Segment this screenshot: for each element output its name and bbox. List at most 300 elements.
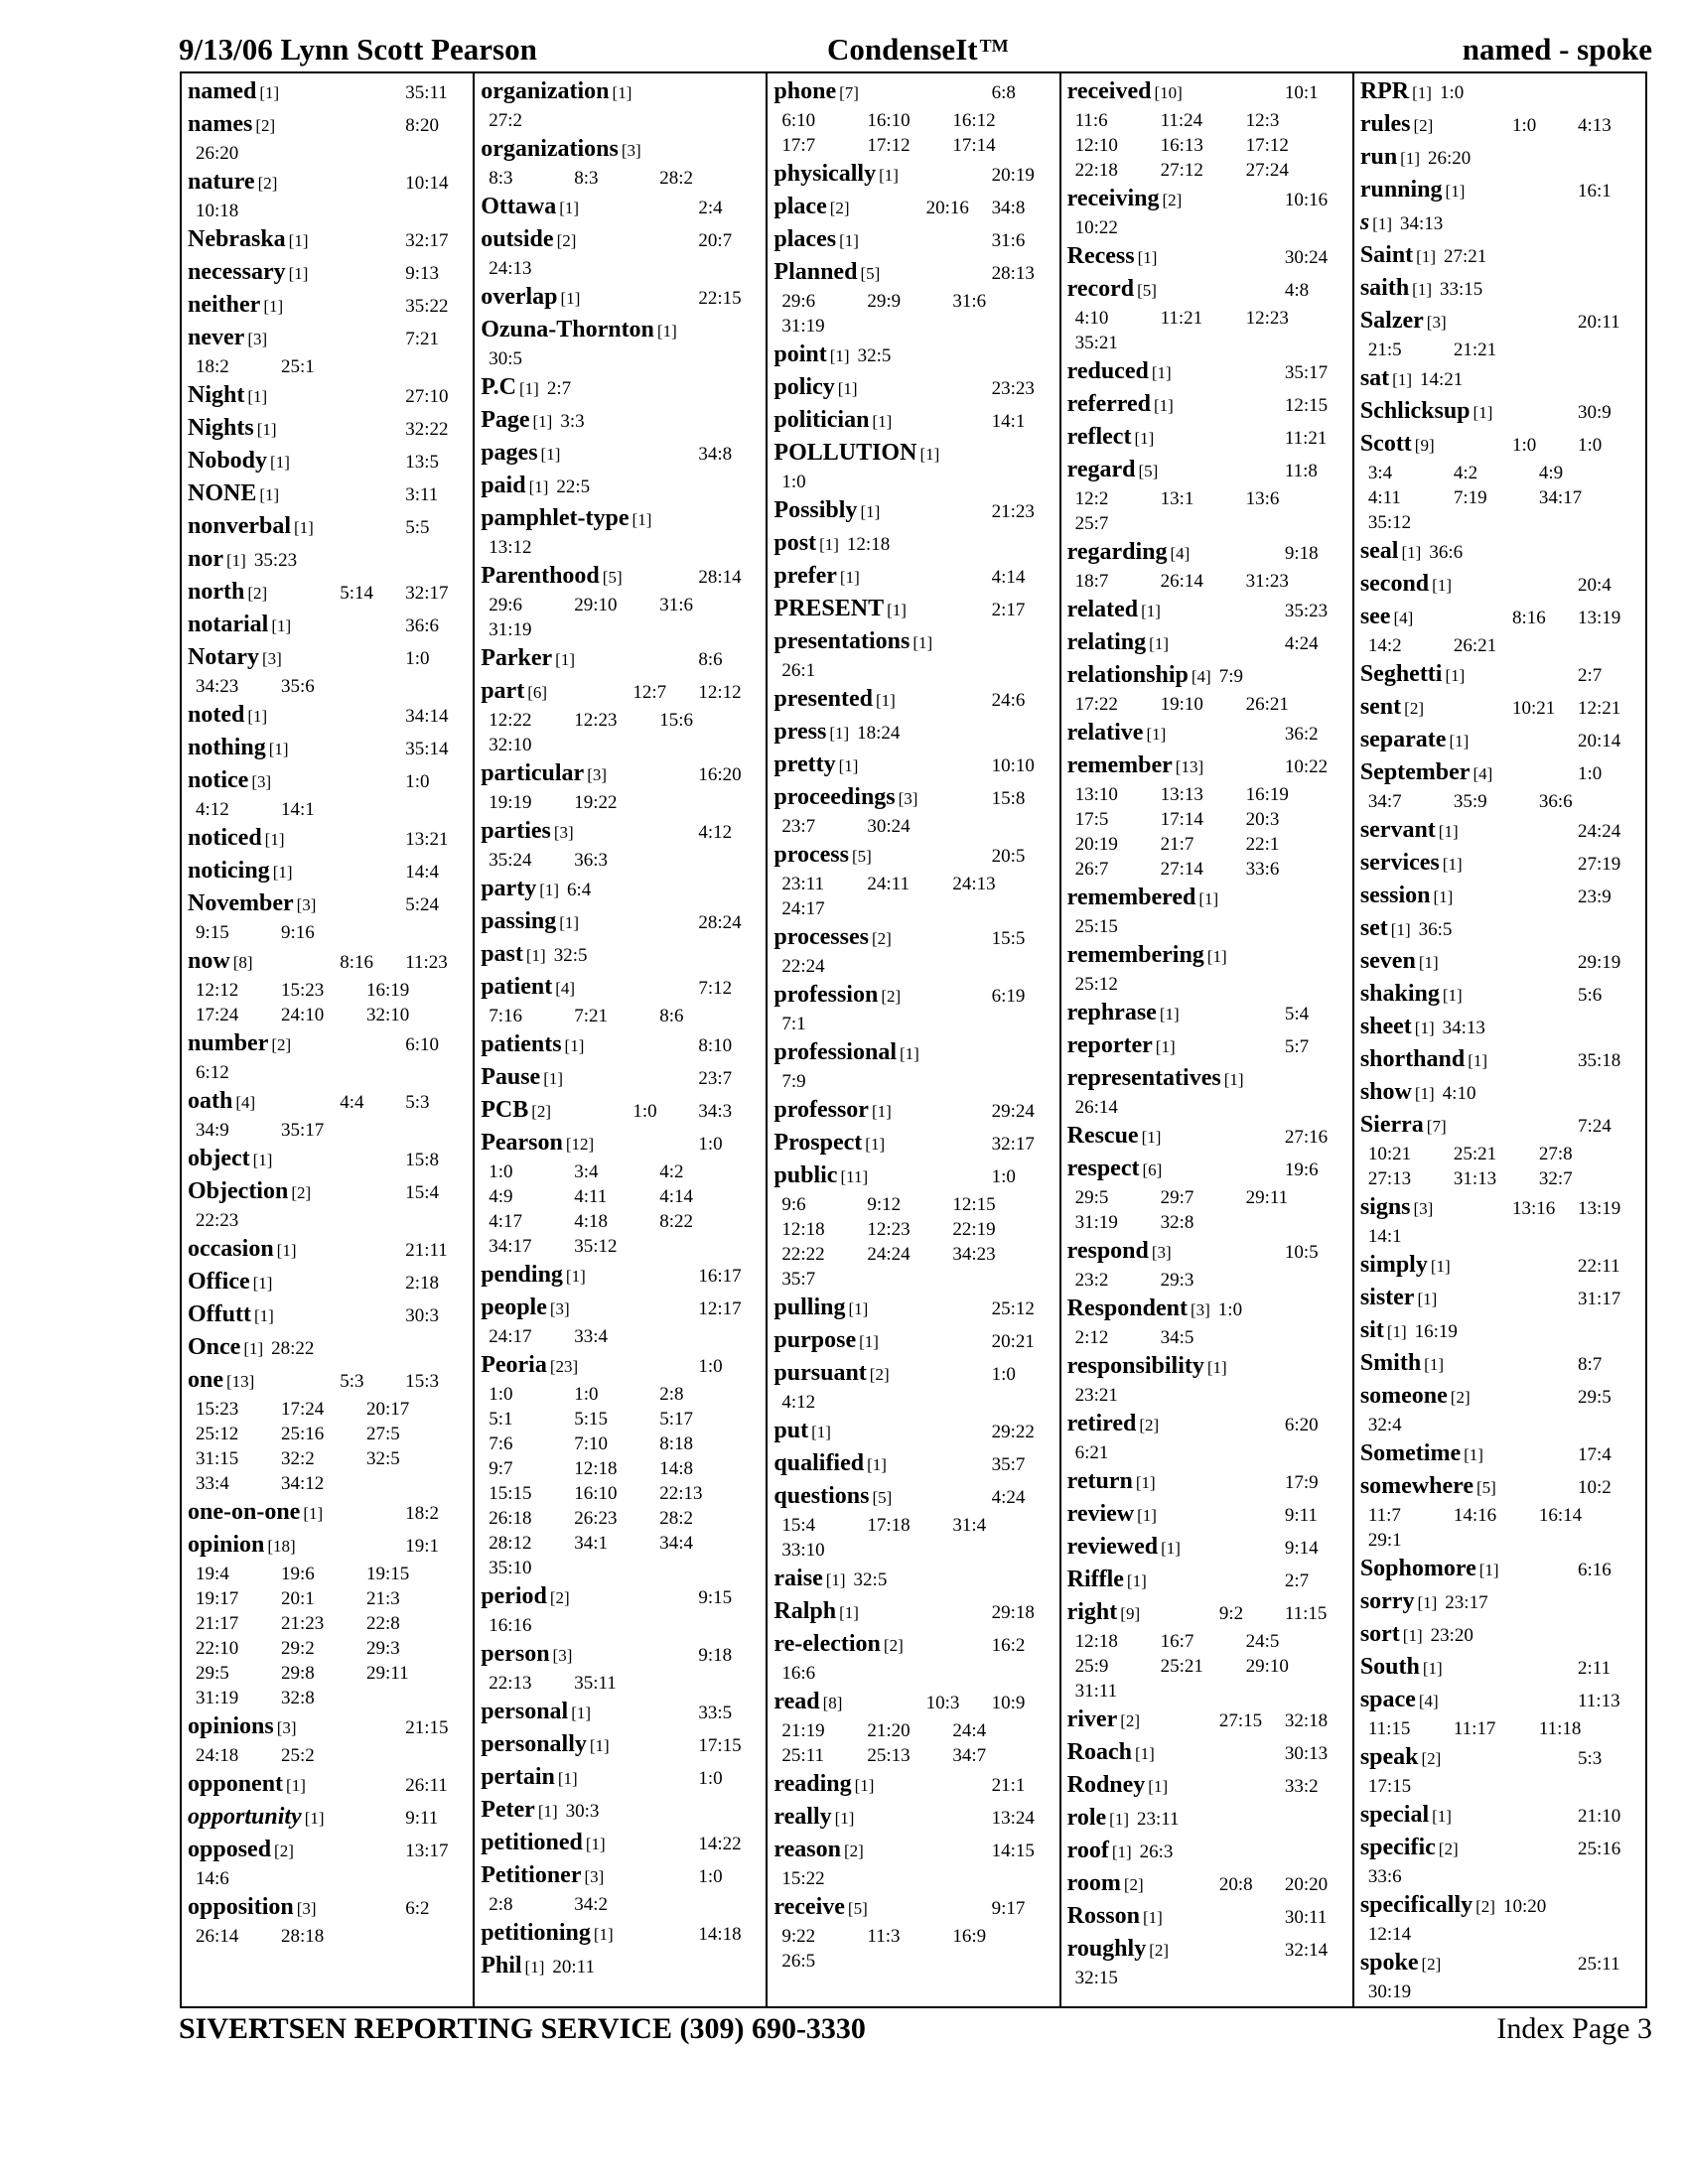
occurrence-count: [5] bbox=[872, 1488, 893, 1507]
index-term-word: prefer bbox=[773, 563, 837, 589]
index-entry bbox=[773, 495, 1052, 527]
index-column-1 bbox=[182, 73, 475, 2006]
page-line-ref: 29:19 bbox=[1578, 952, 1621, 973]
page-line-refs bbox=[539, 376, 761, 402]
page-line-ref: 24:24 bbox=[867, 1244, 911, 1265]
index-entry-first-line bbox=[1360, 1348, 1639, 1380]
index-entry bbox=[773, 1325, 1052, 1357]
occurrence-count: [1] bbox=[1442, 855, 1463, 874]
index-entry bbox=[1360, 979, 1639, 1011]
page-line-ref-row bbox=[188, 797, 467, 822]
page-line-refs bbox=[892, 409, 1052, 435]
page-line-ref: 20:11 bbox=[1578, 312, 1620, 333]
occurrence-count: [1] bbox=[1417, 1290, 1438, 1308]
index-term bbox=[1360, 1077, 1435, 1109]
page-line-refs bbox=[839, 532, 1053, 558]
index-term bbox=[773, 626, 932, 658]
index-term-word: speak bbox=[1359, 1744, 1419, 1770]
page-line-refs bbox=[1407, 1319, 1639, 1345]
index-term-word: Sometime bbox=[1359, 1440, 1462, 1466]
index-term-word: NONE bbox=[188, 480, 257, 506]
index-entry bbox=[188, 290, 467, 322]
page-line-ref: 27:15 bbox=[1218, 1710, 1263, 1731]
page-line-ref: 8:6 bbox=[698, 649, 723, 670]
occurrence-count: [1] bbox=[872, 412, 893, 431]
page-line-ref: 17:15 bbox=[1367, 1776, 1412, 1797]
page-line-refs bbox=[1444, 1352, 1639, 1378]
page-line-ref-row bbox=[1360, 510, 1639, 535]
index-entry-first-line bbox=[1067, 1030, 1346, 1062]
page-line-ref: 15:15 bbox=[489, 1483, 532, 1504]
index-term bbox=[188, 446, 290, 478]
index-entry bbox=[1360, 1619, 1639, 1651]
page-line-ref: 6:12 bbox=[196, 1062, 229, 1083]
index-term bbox=[773, 1481, 892, 1513]
occurrence-count: [2] bbox=[257, 174, 278, 193]
page-line-refs bbox=[1441, 1746, 1639, 1772]
page-line-refs bbox=[604, 1864, 760, 1890]
page-line-ref: 12:22 bbox=[489, 710, 532, 731]
page-line-refs bbox=[892, 1099, 1053, 1125]
page-line-ref-row bbox=[773, 1949, 1052, 1974]
occurrence-count: [1] bbox=[1146, 725, 1167, 744]
page-line-ref: 21:19 bbox=[781, 1720, 825, 1741]
index-term bbox=[773, 1448, 887, 1480]
page-line-ref: 6:4 bbox=[567, 880, 592, 900]
index-term-word: one bbox=[188, 1367, 223, 1393]
page-line-ref: 21:20 bbox=[867, 1720, 911, 1741]
page-line-ref: 10:18 bbox=[196, 201, 239, 221]
index-entry-first-line bbox=[188, 413, 467, 445]
page-line-refs bbox=[1459, 819, 1639, 845]
index-term-word: session bbox=[1359, 883, 1431, 908]
page-line-ref: 17:9 bbox=[1284, 1472, 1319, 1493]
index-entry-first-line bbox=[1067, 537, 1346, 569]
index-term-word: roof bbox=[1066, 1838, 1109, 1863]
page-line-ref-row bbox=[481, 108, 760, 133]
index-entry bbox=[1067, 184, 1346, 240]
index-term-word: receiving bbox=[1066, 186, 1160, 211]
page-line-refs bbox=[879, 1329, 1053, 1355]
index-term bbox=[1360, 569, 1452, 601]
page-line-refs bbox=[1157, 278, 1346, 304]
page-line-ref: 13:24 bbox=[991, 1808, 1035, 1829]
occurrence-count: [1] bbox=[272, 863, 293, 882]
page-line-ref: 29:9 bbox=[867, 291, 902, 312]
index-entry bbox=[481, 561, 760, 642]
index-term bbox=[188, 1086, 255, 1118]
index-term-word: really bbox=[773, 1804, 832, 1830]
page-line-ref-row bbox=[773, 1217, 1052, 1242]
page-line-ref: 31:19 bbox=[781, 316, 825, 337]
index-entry-first-line bbox=[1067, 1409, 1346, 1440]
index-entry bbox=[1067, 595, 1346, 626]
page-line-ref: 17:24 bbox=[196, 1005, 239, 1025]
page-line-refs bbox=[1492, 400, 1639, 426]
index-entry bbox=[773, 405, 1052, 437]
page-line-ref-row bbox=[773, 1069, 1052, 1094]
index-term bbox=[773, 1160, 868, 1192]
occurrence-count: [2] bbox=[291, 1183, 312, 1202]
index-term bbox=[1067, 1737, 1155, 1769]
page-line-ref: 21:17 bbox=[196, 1613, 239, 1634]
page-line-refs bbox=[591, 1701, 760, 1726]
index-term-word: phone bbox=[773, 78, 837, 104]
index-term bbox=[773, 1596, 859, 1628]
page-line-ref: 9:22 bbox=[781, 1926, 816, 1947]
page-line-refs bbox=[1182, 188, 1346, 213]
index-entry bbox=[1067, 1236, 1346, 1293]
index-term bbox=[1067, 184, 1183, 215]
index-term-word: regard bbox=[1066, 457, 1136, 482]
page-line-ref-row bbox=[188, 1743, 467, 1768]
index-entry-first-line bbox=[773, 224, 1052, 256]
index-term-word: space bbox=[1359, 1687, 1416, 1712]
index-entry-first-line bbox=[188, 1028, 467, 1060]
occurrence-count: [1] bbox=[1478, 1561, 1499, 1579]
index-entry-first-line bbox=[481, 438, 760, 470]
page-line-ref-row bbox=[1067, 1629, 1346, 1654]
page-line-refs bbox=[290, 450, 467, 476]
page-line-ref: 12:23 bbox=[574, 710, 618, 731]
index-term bbox=[481, 1639, 572, 1671]
occurrence-count: [1] bbox=[1401, 543, 1422, 562]
page-line-refs bbox=[1161, 599, 1346, 624]
page-line-ref-row bbox=[773, 1538, 1052, 1563]
occurrence-count: [3] bbox=[553, 823, 574, 842]
index-term-word: purpose bbox=[773, 1327, 857, 1353]
index-entry-first-line bbox=[1360, 1315, 1639, 1347]
page-line-ref: 10:1 bbox=[1284, 82, 1319, 103]
index-term-word: Pearson bbox=[481, 1130, 563, 1156]
index-entry-first-line bbox=[1360, 363, 1639, 395]
index-entry bbox=[773, 224, 1052, 256]
index-term-word: noticing bbox=[188, 858, 270, 884]
index-entry bbox=[481, 972, 760, 1028]
index-term-word: put bbox=[773, 1418, 809, 1443]
index-term bbox=[188, 1530, 296, 1562]
index-entry-first-line bbox=[1360, 76, 1639, 108]
index-entry-first-line bbox=[773, 1416, 1052, 1447]
index-entry-first-line bbox=[481, 134, 760, 166]
index-entry-first-line bbox=[481, 192, 760, 223]
page-line-ref: 25:15 bbox=[1074, 916, 1118, 937]
page-line-ref: 28:13 bbox=[991, 263, 1035, 284]
page-line-ref: 8:22 bbox=[659, 1211, 693, 1232]
index-term bbox=[1067, 422, 1155, 454]
index-entry-first-line bbox=[1067, 356, 1346, 388]
index-entry bbox=[188, 76, 467, 108]
page-line-ref: 25:16 bbox=[1578, 1839, 1621, 1859]
index-term bbox=[1360, 1381, 1471, 1413]
index-column-5 bbox=[1354, 73, 1645, 2006]
index-term bbox=[188, 1144, 272, 1175]
index-entry bbox=[1360, 946, 1639, 978]
page-line-ref: 24:24 bbox=[1578, 821, 1621, 842]
occurrence-count: [1] bbox=[612, 83, 632, 102]
index-entry-first-line bbox=[1360, 1381, 1639, 1413]
index-term bbox=[188, 856, 293, 887]
page-line-refs bbox=[1463, 852, 1639, 878]
index-term-word: sorry bbox=[1359, 1588, 1415, 1614]
page-line-ref: 7:16 bbox=[489, 1006, 522, 1026]
page-line-refs bbox=[1451, 1254, 1639, 1280]
index-entry-first-line bbox=[188, 1365, 467, 1397]
page-line-ref-row bbox=[1067, 1185, 1346, 1210]
occurrence-count: [2] bbox=[255, 116, 276, 135]
page-line-ref: 26:14 bbox=[1074, 1097, 1118, 1118]
index-entry-first-line bbox=[773, 1160, 1052, 1192]
occurrence-count: [3] bbox=[1413, 1199, 1434, 1218]
page-line-ref-row bbox=[1067, 1325, 1346, 1350]
page-line-ref: 10:16 bbox=[1284, 190, 1329, 210]
page-line-ref: 1:0 bbox=[698, 1768, 723, 1789]
index-term-word: room bbox=[1066, 1870, 1121, 1896]
index-term bbox=[773, 495, 880, 527]
index-term bbox=[1067, 1351, 1227, 1383]
page-line-ref: 32:7 bbox=[1538, 1168, 1573, 1189]
page-line-ref: 24:17 bbox=[489, 1326, 532, 1347]
page-line-ref-row bbox=[773, 289, 1052, 314]
index-entry bbox=[188, 700, 467, 732]
page-line-refs bbox=[1437, 1590, 1639, 1616]
index-entry bbox=[1360, 1077, 1639, 1109]
page-line-ref-row bbox=[1067, 1440, 1346, 1465]
page-line-ref: 12:15 bbox=[952, 1194, 996, 1215]
occurrence-count: [1] bbox=[825, 1570, 846, 1589]
page-line-ref-row bbox=[1067, 1268, 1346, 1293]
page-line-refs bbox=[586, 1264, 761, 1290]
page-line-ref: 7:21 bbox=[405, 329, 439, 349]
occurrence-count: [3] bbox=[552, 1646, 573, 1665]
index-entry-first-line bbox=[481, 1062, 760, 1094]
page-line-ref: 29:18 bbox=[991, 1602, 1035, 1623]
page-line-refs bbox=[570, 1297, 761, 1322]
page-line-ref: 10:2 bbox=[1578, 1477, 1612, 1498]
page-line-refs bbox=[283, 294, 467, 320]
page-line-ref: 5:3 bbox=[340, 1371, 364, 1392]
index-term bbox=[481, 758, 607, 790]
page-line-ref-row bbox=[1360, 1922, 1639, 1947]
occurrence-count: [1] bbox=[532, 412, 553, 431]
index-term bbox=[1067, 1121, 1162, 1153]
index-entry-first-line bbox=[481, 315, 760, 346]
index-entry-first-line bbox=[1360, 1586, 1639, 1618]
page-line-refs bbox=[1487, 1048, 1639, 1074]
occurrence-count: [1] bbox=[303, 1504, 324, 1523]
index-entry-first-line bbox=[481, 676, 760, 708]
index-term-word: reading bbox=[773, 1771, 852, 1797]
index-term-word: notice bbox=[188, 767, 249, 793]
page-line-ref: 8:16 bbox=[1512, 608, 1546, 628]
page-line-ref: 16:19 bbox=[1245, 784, 1289, 805]
occurrence-count: [1] bbox=[1464, 1445, 1483, 1464]
page-line-ref: 24:18 bbox=[196, 1745, 239, 1766]
page-line-ref: 35:24 bbox=[489, 850, 532, 871]
index-entry bbox=[481, 405, 760, 437]
occurrence-count: [1] bbox=[1141, 1128, 1162, 1147]
page-line-ref: 35:18 bbox=[1578, 1050, 1621, 1071]
page-line-ref: 5:14 bbox=[340, 583, 373, 604]
page-line-ref: 17:5 bbox=[1074, 809, 1109, 830]
index-entry bbox=[1067, 883, 1346, 939]
index-entry-first-line bbox=[1360, 142, 1639, 174]
index-term bbox=[773, 750, 858, 781]
index-entry-first-line bbox=[1360, 1044, 1639, 1076]
index-entry-first-line bbox=[773, 372, 1052, 404]
index-term bbox=[481, 1795, 557, 1827]
page-line-ref: 21:5 bbox=[1367, 340, 1402, 360]
index-term bbox=[1067, 1409, 1160, 1440]
page-line-refs bbox=[1203, 754, 1346, 780]
occurrence-count: [5] bbox=[1137, 281, 1157, 300]
index-term-word: Parker bbox=[481, 645, 553, 671]
page-line-ref-row bbox=[773, 896, 1052, 921]
page-line-ref: 8:18 bbox=[659, 1433, 693, 1454]
page-line-ref: 7:6 bbox=[489, 1433, 513, 1454]
page-line-ref: 7:19 bbox=[1453, 487, 1487, 508]
occurrence-count: [1] bbox=[589, 1736, 610, 1755]
page-line-refs bbox=[297, 1238, 468, 1264]
index-entry-first-line bbox=[188, 700, 467, 732]
occurrence-count: [1] bbox=[256, 420, 277, 439]
index-entry-first-line bbox=[773, 76, 1052, 108]
page-line-ref: 26:14 bbox=[196, 1926, 239, 1947]
page-line-refs bbox=[1211, 664, 1346, 690]
index-term bbox=[481, 1581, 570, 1613]
page-line-refs bbox=[584, 1033, 760, 1059]
page-line-ref: 29:5 bbox=[196, 1663, 229, 1684]
index-entry-first-line bbox=[481, 1581, 760, 1613]
index-entry bbox=[1360, 1833, 1639, 1889]
page-line-ref: 25:9 bbox=[1074, 1656, 1109, 1677]
page-line-ref: 9:14 bbox=[1284, 1538, 1319, 1559]
index-entry bbox=[188, 1086, 467, 1143]
page-line-ref-row bbox=[481, 790, 760, 815]
occurrence-count: [2] bbox=[1421, 1749, 1442, 1768]
index-entry-first-line bbox=[188, 224, 467, 256]
index-entry bbox=[481, 1795, 760, 1827]
index-entry bbox=[773, 750, 1052, 781]
index-term bbox=[188, 1299, 274, 1331]
page-line-ref: 10:21 bbox=[1367, 1144, 1412, 1164]
occurrence-count: [13] bbox=[1175, 757, 1204, 776]
index-term-word: Nights bbox=[188, 415, 254, 441]
index-term-word: neither bbox=[188, 292, 261, 318]
index-entry bbox=[773, 1095, 1052, 1127]
page-line-ref: 9:17 bbox=[991, 1898, 1026, 1919]
index-entry-first-line bbox=[481, 906, 760, 938]
index-term-word: reviewed bbox=[1066, 1534, 1159, 1560]
page-line-ref-row bbox=[1067, 1654, 1346, 1679]
occurrence-count: [1] bbox=[559, 199, 580, 217]
index-entry bbox=[1360, 536, 1639, 568]
index-term bbox=[188, 1711, 297, 1743]
index-term bbox=[1067, 455, 1159, 486]
page-line-ref: 21:23 bbox=[281, 1613, 325, 1634]
index-entry bbox=[481, 192, 760, 223]
index-entry bbox=[773, 528, 1052, 560]
index-entry-first-line bbox=[188, 610, 467, 641]
index-entry-first-line bbox=[188, 856, 467, 887]
index-entry-first-line bbox=[188, 1892, 467, 1924]
page-line-refs bbox=[1483, 1442, 1639, 1468]
index-entry bbox=[1360, 1348, 1639, 1380]
page-line-refs bbox=[1436, 244, 1639, 270]
index-entry-first-line bbox=[1360, 1619, 1639, 1651]
page-line-ref-row bbox=[188, 1471, 467, 1496]
page-line-ref: 33:4 bbox=[196, 1473, 229, 1494]
index-entry bbox=[1360, 1192, 1639, 1249]
page-line-ref: 23:20 bbox=[1430, 1625, 1474, 1646]
page-line-ref-row bbox=[773, 1192, 1052, 1217]
occurrence-count: [1] bbox=[288, 264, 309, 283]
index-entry bbox=[481, 1918, 760, 1950]
page-line-ref: 14:21 bbox=[1419, 369, 1464, 390]
index-term bbox=[188, 290, 283, 322]
index-term-word: set bbox=[1359, 915, 1388, 941]
occurrence-count: [1] bbox=[1135, 1473, 1156, 1492]
index-entry-first-line bbox=[1360, 815, 1639, 847]
index-term-word: pamphlet-type bbox=[481, 505, 630, 531]
occurrence-count: [1] bbox=[253, 1306, 274, 1325]
index-entry bbox=[1360, 396, 1639, 428]
index-term bbox=[1067, 1236, 1172, 1268]
page-line-ref: 23:21 bbox=[1074, 1385, 1118, 1406]
occurrence-count: [4] bbox=[1191, 667, 1211, 686]
index-entry bbox=[773, 1769, 1052, 1801]
index-term bbox=[188, 1234, 297, 1266]
index-entry-first-line bbox=[773, 1481, 1052, 1513]
page-line-refs bbox=[314, 515, 467, 541]
page-line-ref-row bbox=[1360, 1774, 1639, 1799]
page-line-refs bbox=[1453, 885, 1639, 910]
index-term-word: notarial bbox=[188, 612, 269, 637]
occurrence-count: [1] bbox=[865, 1135, 886, 1154]
page-line-refs bbox=[1424, 696, 1639, 722]
index-entry-first-line bbox=[1360, 602, 1639, 633]
index-term-word: Smith bbox=[1359, 1350, 1422, 1376]
index-term-word: receive bbox=[773, 1894, 845, 1920]
page-line-ref: 22:13 bbox=[659, 1483, 703, 1504]
page-line-ref: 5:3 bbox=[1578, 1748, 1603, 1769]
index-term bbox=[481, 1095, 551, 1127]
page-line-refs bbox=[885, 1132, 1053, 1158]
page-line-ref: 35:17 bbox=[281, 1120, 325, 1141]
index-entry bbox=[1067, 718, 1346, 750]
page-line-ref-row bbox=[1067, 1966, 1346, 1990]
index-entry-first-line bbox=[1360, 536, 1639, 568]
index-entry-first-line bbox=[481, 939, 760, 971]
page-line-ref-row bbox=[1067, 782, 1346, 807]
index-entry-first-line bbox=[188, 765, 467, 797]
index-entry bbox=[1360, 1381, 1639, 1437]
page-line-ref: 12:2 bbox=[1074, 488, 1109, 509]
occurrence-count: [1] bbox=[1473, 403, 1493, 422]
index-term-word: separate bbox=[1359, 727, 1447, 752]
page-line-ref: 34:23 bbox=[196, 676, 239, 697]
page-line-ref: 33:5 bbox=[698, 1703, 733, 1723]
page-line-ref: 10:20 bbox=[1502, 1896, 1547, 1917]
page-line-ref: 20:4 bbox=[1578, 575, 1612, 596]
page-line-refs bbox=[1147, 1569, 1346, 1594]
page-line-ref: 14:6 bbox=[196, 1868, 229, 1889]
occurrence-count: [12] bbox=[565, 1135, 595, 1154]
index-entry-first-line bbox=[773, 750, 1052, 781]
page-line-refs bbox=[578, 1354, 760, 1380]
page-line-ref: 16:1 bbox=[1578, 181, 1612, 202]
occurrence-count: [1] bbox=[1126, 1571, 1147, 1590]
